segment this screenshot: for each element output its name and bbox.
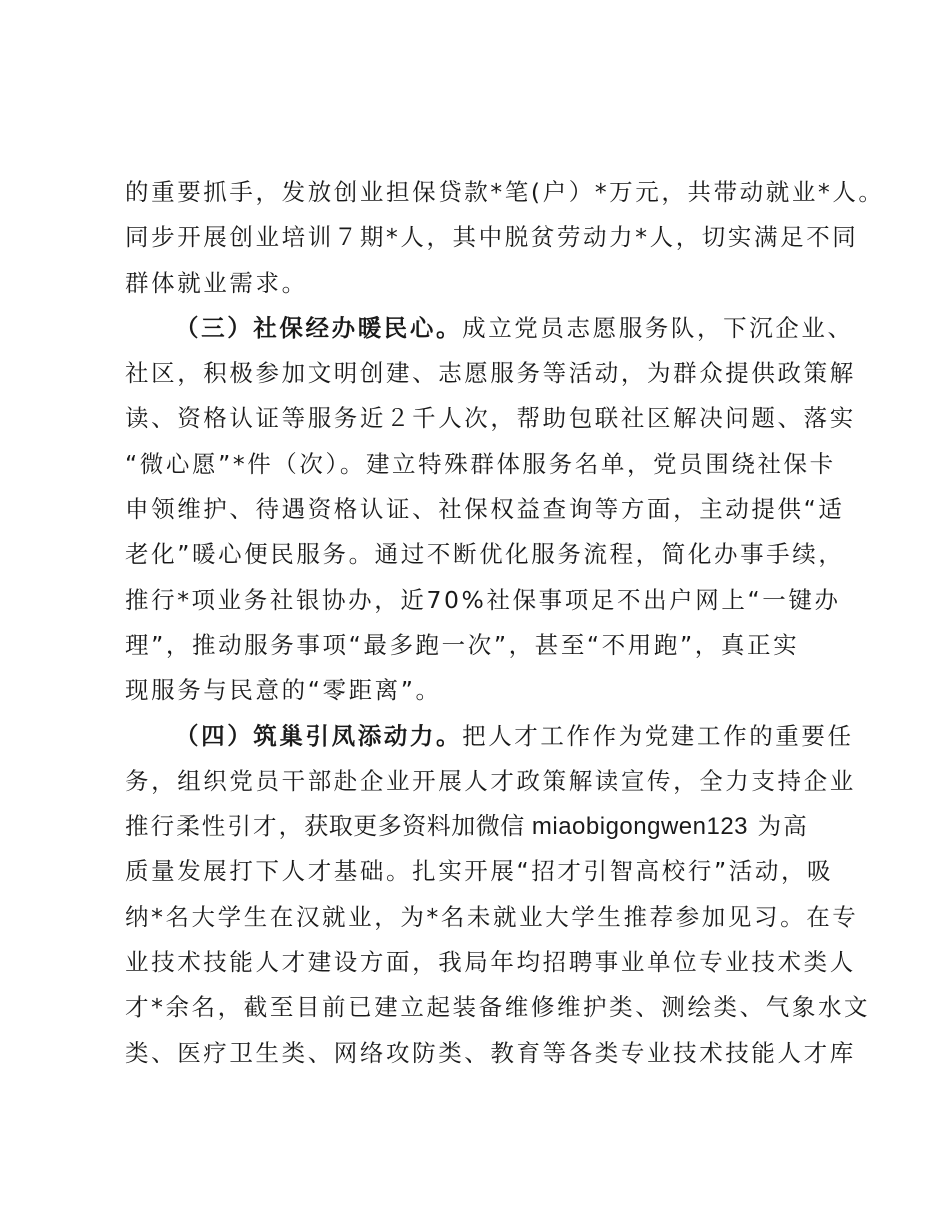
text-line <box>125 215 859 260</box>
text-line <box>125 1031 856 1076</box>
text-line <box>125 578 845 623</box>
line-text: 理”，推动服务事项“最多跑一次”，甚至“不用跑”，真正实 <box>125 630 800 659</box>
line-text: 同步开展创业培训７期*人，其中脱贫劳动力*人，切实满足不同 <box>125 223 859 252</box>
line-text: 才*余名，截至目前已建立起装备维修维护类、测绘类、气象水文 <box>125 993 871 1022</box>
line-text: 群体就业需求。 <box>125 268 308 297</box>
line-text: 申领维护、待遇资格认证、社保权益查询等方面，主动提供“适 <box>125 495 845 524</box>
body-text <box>125 170 885 1076</box>
text-line <box>125 759 856 804</box>
line-text: 成立党员志愿服务队，下沉企业、 <box>462 313 854 342</box>
text-line <box>125 849 845 894</box>
text-line <box>125 895 859 940</box>
line-text: 纳*名大学生在汉就业，为*名未就业大学生推荐参加见习。在专 <box>125 902 859 931</box>
line-text: 质量发展打下人才基础。扎实开展“招才引智高校行”活动，吸 <box>125 857 834 886</box>
text-line <box>125 261 845 306</box>
line-text: 推行柔性引才， <box>125 812 305 841</box>
text-line <box>125 940 856 985</box>
line-text: 把人才工作作为党建工作的重要任 <box>462 721 854 750</box>
text-line <box>125 532 845 577</box>
line-text: 社区，积极参加文明创建、志愿服务等活动，为群众提供政策解 <box>125 359 856 388</box>
line-text: 现服务与民意的“零距离”。 <box>125 676 442 705</box>
line-text: 读、资格认证等服务近２千人次，帮助包联社区解决问题、落实 <box>125 404 856 433</box>
section-heading-line <box>125 714 854 759</box>
section-heading-line <box>125 306 854 351</box>
text-line <box>125 804 845 849</box>
section-heading: （四）筑巢引凤添动力。 <box>175 721 463 750</box>
text-line <box>125 487 845 532</box>
text-line <box>125 623 845 668</box>
line-text: “微心愿”*件（次）。建立特殊群体服务名单，党员围绕社保卡 <box>125 449 836 478</box>
line-text: 推行*项业务社银协办，近70%社保事项足不出户网上“一键办 <box>125 585 841 614</box>
line-text: 的重要抓手，发放创业担保贷款*笔(户）*万元，共带动就业*人。 <box>125 178 885 206</box>
text-line <box>125 396 856 441</box>
line-text: 类、医疗卫生类、网络攻防类、教育等各类专业技术技能人才库 <box>125 1038 856 1067</box>
line-text: 老化”暖心便民服务。通过不断优化服务流程，简化办事手续， <box>125 540 845 569</box>
text-line <box>125 668 845 713</box>
text-line <box>125 985 871 1030</box>
line-text-tail: 为高 <box>748 812 809 841</box>
text-line <box>125 351 856 396</box>
promo-text: 获取更多资料加微信 miaobigongwen123 <box>304 813 749 841</box>
text-line <box>125 170 885 215</box>
line-text: 务，组织党员干部赴企业开展人才政策解读宣传，全力支持企业 <box>125 766 856 795</box>
section-heading: （三）社保经办暖民心。 <box>175 313 463 342</box>
text-line <box>125 442 845 487</box>
line-text: 业技术技能人才建设方面，我局年均招聘事业单位专业技术类人 <box>125 948 856 977</box>
